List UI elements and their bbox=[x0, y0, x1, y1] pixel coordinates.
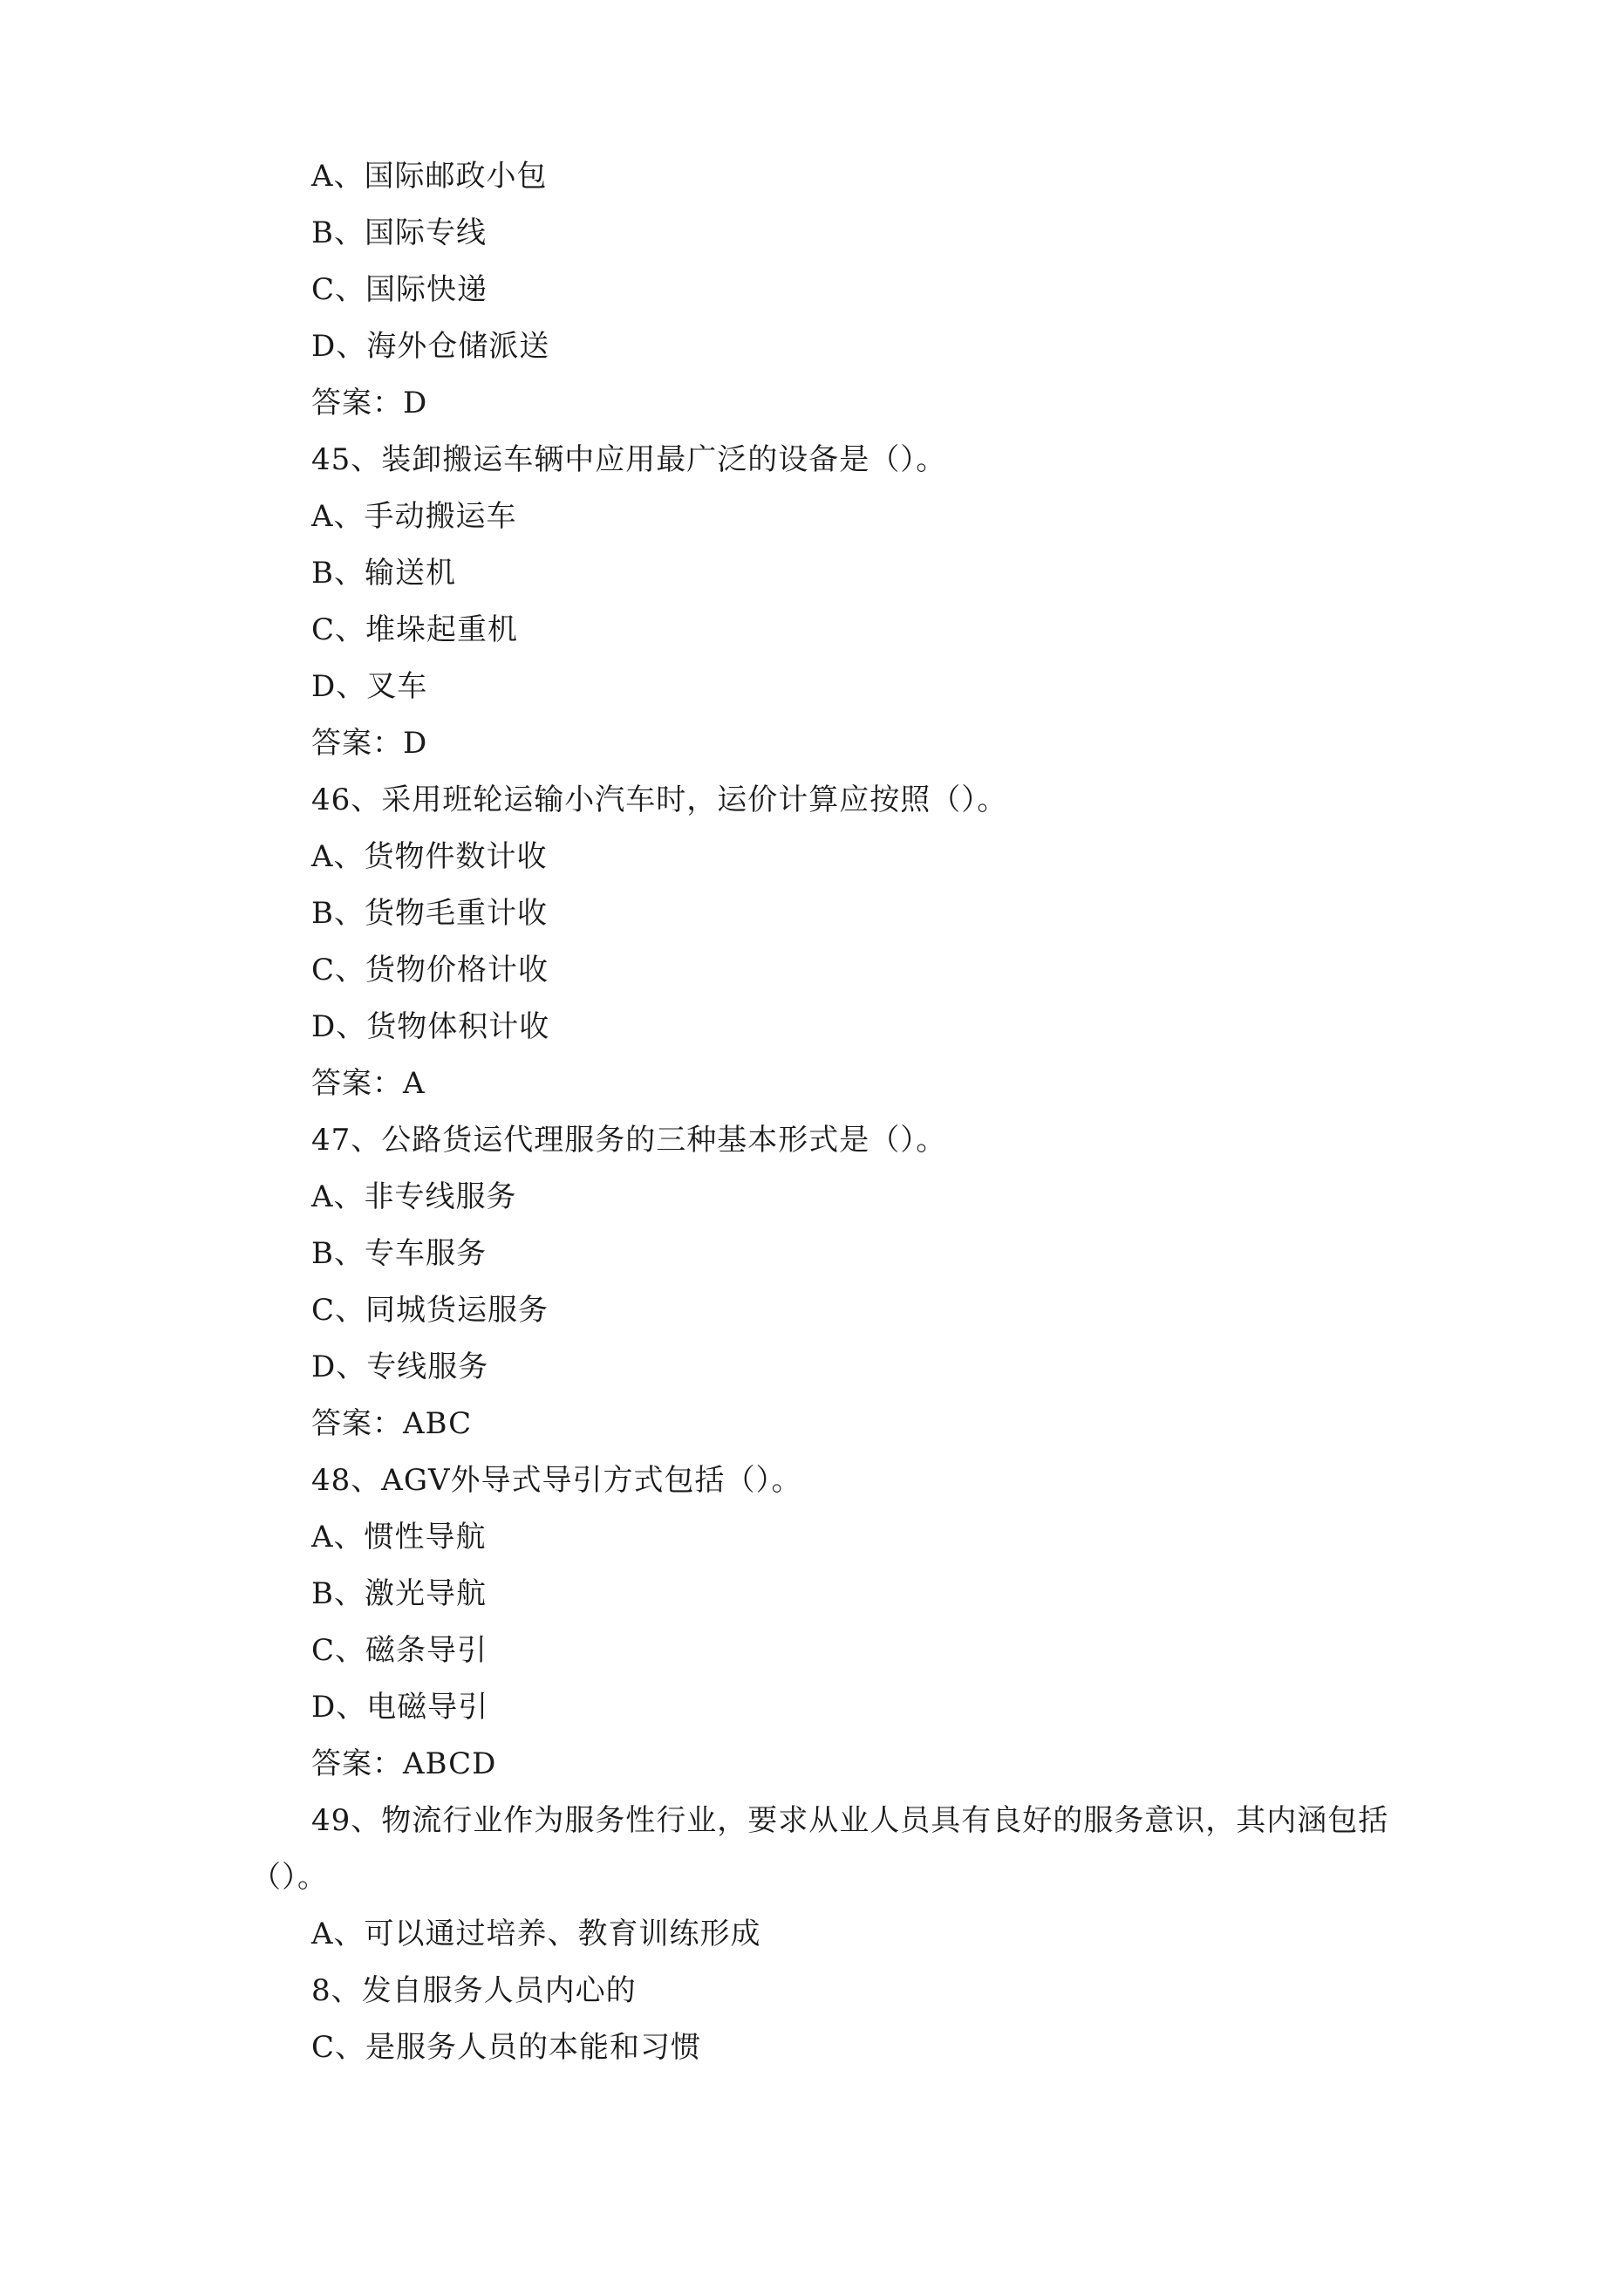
question-49: 49、物流行业作为服务性行业，要求从业人员具有良好的服务意识，其内涵包括 bbox=[311, 1803, 1389, 1838]
option-c: C、堆垛起重机 bbox=[311, 612, 519, 647]
answer: 答案：ABC bbox=[311, 1406, 473, 1441]
option-c: C、国际快递 bbox=[311, 272, 488, 307]
option-a: A、货物件数计收 bbox=[311, 839, 548, 874]
question-47: 47、公路货运代理服务的三种基本形式是（）。 bbox=[311, 1123, 947, 1158]
option-c: C、货物价格计收 bbox=[311, 953, 549, 987]
option-a: A、惯性导航 bbox=[311, 1520, 487, 1555]
option-b: B、专车服务 bbox=[311, 1236, 487, 1271]
option-a: A、国际邮政小包 bbox=[311, 159, 548, 194]
option-a: A、可以通过培养、教育训练形成 bbox=[311, 1917, 761, 1951]
option-b: B、货物毛重计收 bbox=[311, 896, 548, 931]
option-d: D、专线服务 bbox=[311, 1350, 489, 1384]
option-a: A、手动搬运车 bbox=[311, 499, 517, 534]
option-a: A、非专线服务 bbox=[311, 1179, 517, 1214]
question-48: 48、AGV外导式导引方式包括（）。 bbox=[311, 1463, 802, 1498]
option-b: B、激光导航 bbox=[311, 1576, 487, 1611]
option-d: D、货物体积计收 bbox=[311, 1009, 550, 1044]
option-b: B、输送机 bbox=[311, 556, 456, 591]
answer: 答案：D bbox=[311, 726, 428, 761]
option-d: D、海外仓储派送 bbox=[311, 329, 550, 364]
option-b: 8、发自服务人员内心的 bbox=[311, 1973, 637, 2008]
answer: 答案：A bbox=[311, 1066, 426, 1101]
option-c: C、同城货运服务 bbox=[311, 1293, 549, 1328]
answer: 答案：D bbox=[311, 386, 428, 420]
question-46: 46、采用班轮运输小汽车时，运价计算应按照（）。 bbox=[311, 782, 1008, 817]
option-b: B、国际专线 bbox=[311, 215, 487, 250]
option-d: D、电磁导引 bbox=[311, 1690, 489, 1725]
answer: 答案：ABCD bbox=[311, 1746, 497, 1781]
question-45: 45、装卸搬运车辆中应用最广泛的设备是（）。 bbox=[311, 442, 947, 477]
option-d: D、叉车 bbox=[311, 669, 428, 704]
question-49-continuation: （）。 bbox=[251, 1860, 328, 1895]
option-c: C、是服务人员的本能和习惯 bbox=[311, 2030, 702, 2065]
option-c: C、磁条导引 bbox=[311, 1633, 488, 1668]
